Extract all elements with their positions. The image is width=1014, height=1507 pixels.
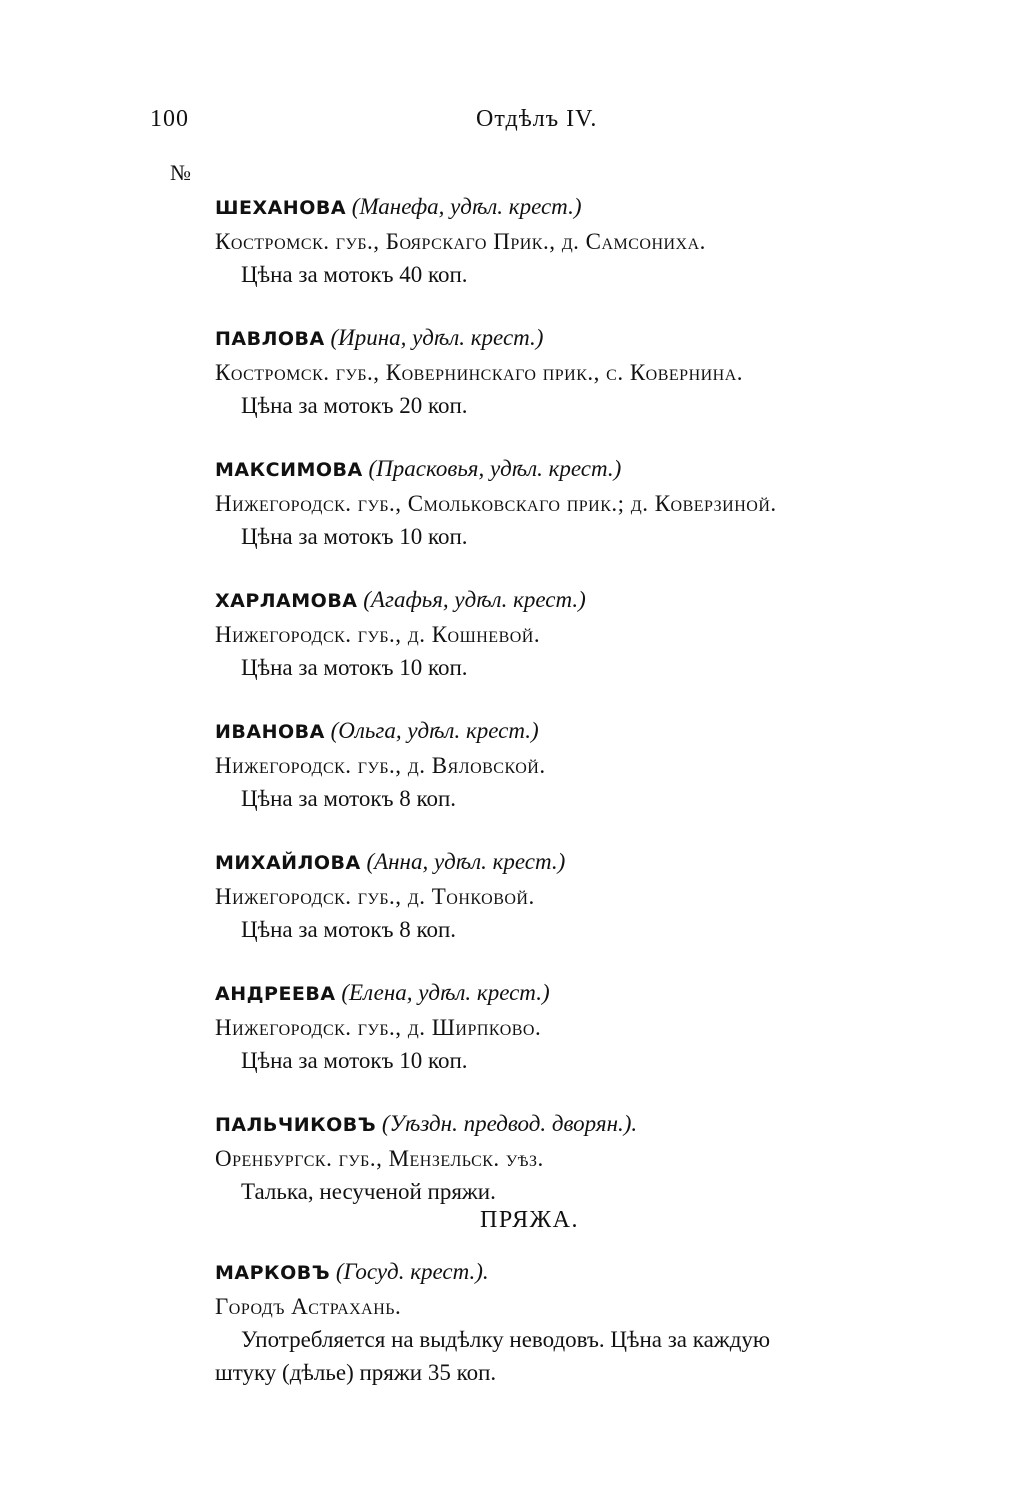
entry-heading — [215, 976, 935, 1011]
entry-detail: Цѣна за мотокъ 8 коп. — [241, 917, 457, 942]
entry-heading — [215, 452, 935, 487]
entry-heading — [215, 1255, 935, 1290]
entry — [215, 845, 935, 976]
entry-name: ПАЛЬЧИКОВЪ — [215, 1114, 377, 1136]
entry — [215, 452, 935, 583]
entry-detail: Цѣна за мотокъ 20 коп. — [241, 393, 468, 418]
entry-name: ИВАНОВА — [215, 721, 325, 743]
entry-heading — [215, 321, 935, 356]
section-heading: ПРЯЖА. — [480, 1207, 580, 1233]
entry-note: (Ольга, удѣл. крест.) — [330, 718, 539, 743]
entry-location: Костромск. губ., Боярскаго Прик., д. Самсониха. — [215, 229, 706, 254]
entry-note: (Манефа, удѣл. крест.) — [351, 194, 582, 219]
entry-heading — [215, 1107, 935, 1142]
entry-note: (Анна, удѣл. крест.) — [366, 849, 566, 874]
entry-description-line: Употребляется на выдѣлку неводовъ. Цѣна за каждую — [241, 1327, 771, 1352]
entry-detail: Цѣна за мотокъ 10 коп. — [241, 1048, 468, 1073]
entry-note: (Ирина, удѣл. крест.) — [330, 325, 544, 350]
entry-detail: Цѣна за мотокъ 10 коп. — [241, 655, 468, 680]
entry-name: ШЕХАНОВА — [215, 197, 347, 219]
page-number: 100 — [150, 106, 189, 132]
entry-location: Нижегородск. губ., д. Тонковой. — [215, 884, 535, 909]
running-head: Отдѣлъ IV. — [476, 106, 598, 132]
entry-location: Нижегородск. губ., д. Кошневой. — [215, 622, 541, 647]
entry-heading — [215, 714, 935, 749]
entry — [215, 321, 935, 452]
entry-detail: Талька, несученой пряжи. — [241, 1179, 496, 1204]
entry-location: Нижегородск. губ., д. Ширпково. — [215, 1015, 542, 1040]
entry-description-line: штуку (дѣлье) пряжи 35 коп. — [215, 1360, 497, 1385]
entry — [215, 714, 935, 845]
entry-note: (Прасковья, удѣл. крест.) — [368, 456, 622, 481]
entry-note: (Елена, удѣл. крест.) — [341, 980, 550, 1005]
entry-name: МАКСИМОВА — [215, 459, 363, 481]
entry-note: (Госуд. крест.). — [335, 1259, 489, 1284]
entry-note: (Агафья, удѣл. крест.) — [363, 587, 586, 612]
entry-name: ПАВЛОВА — [215, 328, 325, 350]
entry-note: (Уѣздн. предвод. дворян.). — [381, 1111, 638, 1136]
entry-name: АНДРЕЕВА — [215, 983, 336, 1005]
entries-list — [215, 190, 935, 1238]
entry-location: Городъ Астрахань. — [215, 1294, 402, 1319]
entry-name: ХАРЛАМОВА — [215, 590, 358, 612]
entry-name: МАРКОВЪ — [215, 1262, 331, 1284]
entry-location: Нижегородск. губ., д. Вяловской. — [215, 753, 546, 778]
entry-detail: Цѣна за мотокъ 40 коп. — [241, 262, 468, 287]
entry — [215, 190, 935, 321]
entry-name: МИХАЙЛОВА — [215, 852, 361, 874]
entry-detail: Цѣна за мотокъ 8 коп. — [241, 786, 457, 811]
entry — [215, 976, 935, 1107]
entry-location: Костромск. губ., Ковернинскаго прик., с. Ковернина. — [215, 360, 744, 385]
entry-detail: Цѣна за мотокъ 10 коп. — [241, 524, 468, 549]
entry-heading — [215, 190, 935, 225]
entry-location: Нижегородск. губ., Смольковскаго прик.; д. Коверзиной. — [215, 491, 777, 516]
entry-heading — [215, 845, 935, 880]
entry — [215, 583, 935, 714]
entry-heading — [215, 583, 935, 618]
entry-location: Оренбургск. губ., Мензельск. уѣз. — [215, 1146, 544, 1171]
number-sign: № — [170, 160, 191, 185]
yarn-entry — [215, 1255, 935, 1389]
